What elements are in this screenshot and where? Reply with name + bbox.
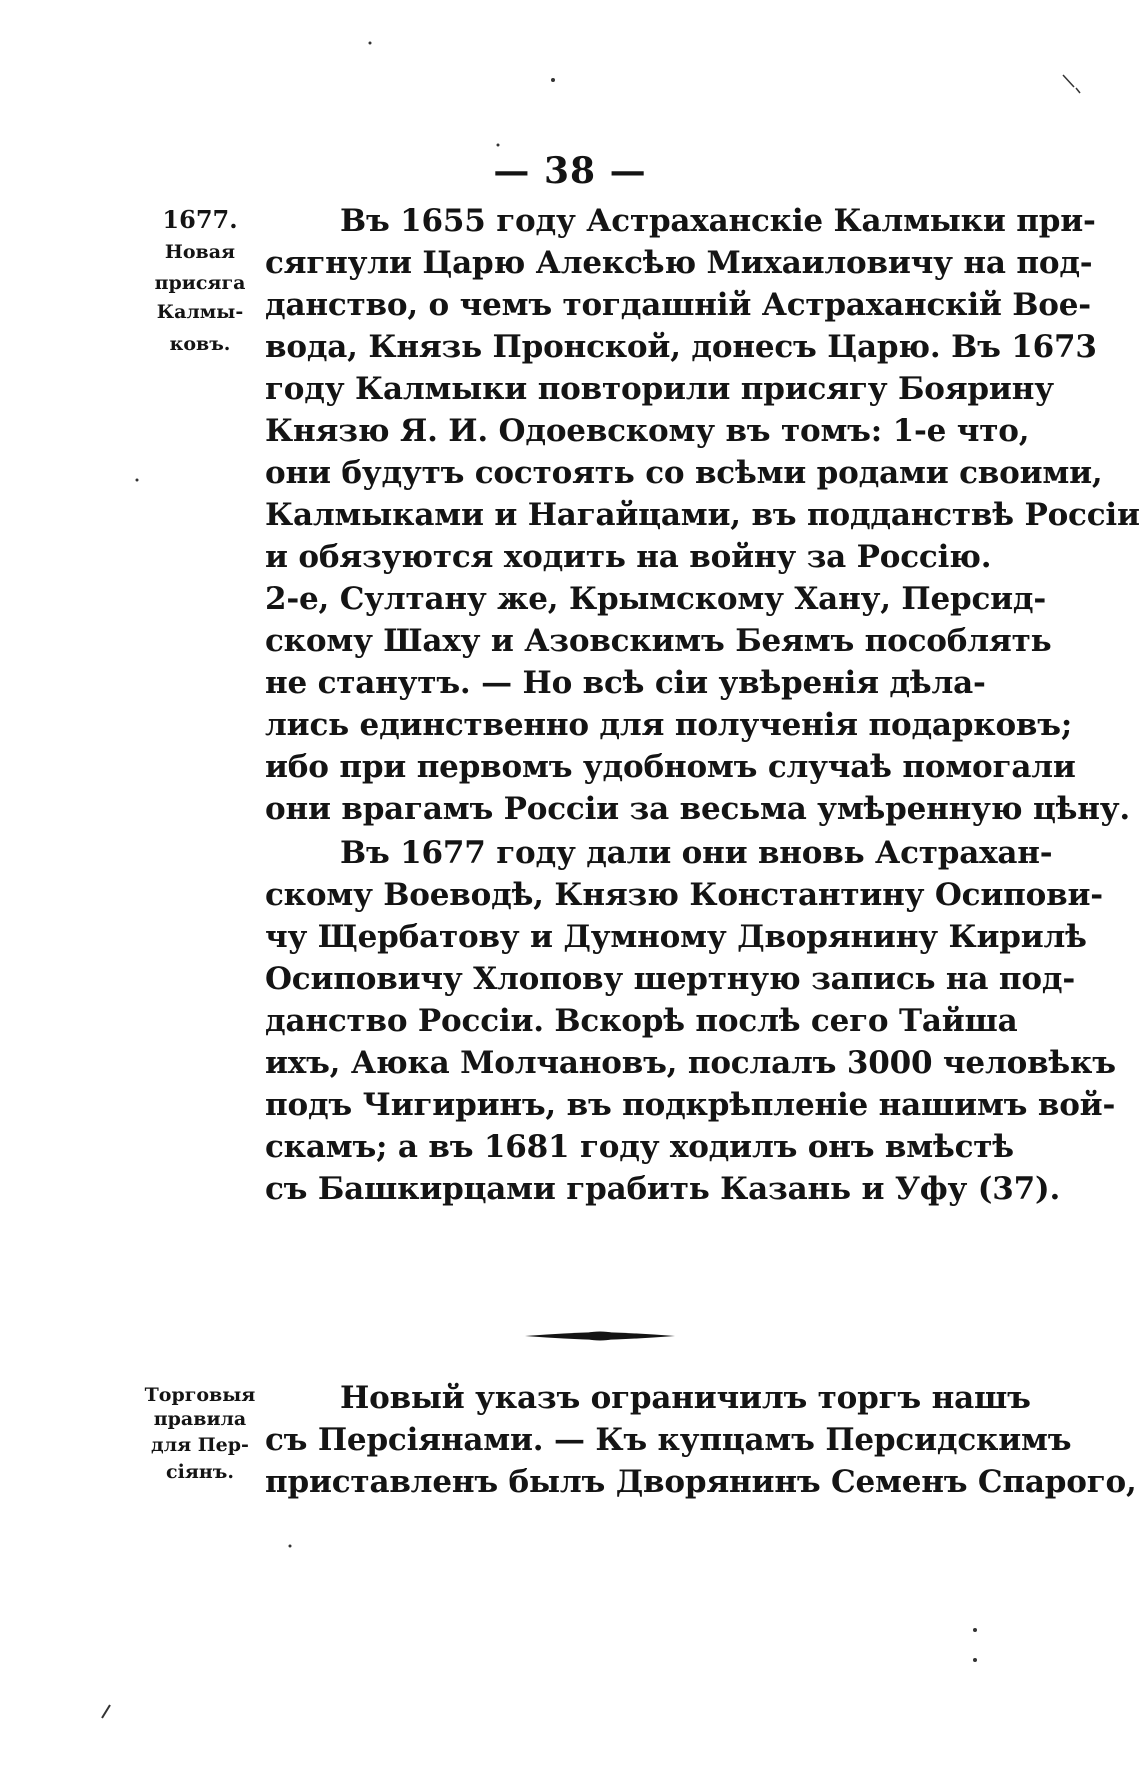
text-line: 2-е, Султану же, Крымскому Хану, Персид- [265, 581, 1047, 617]
ornamental-divider [525, 1331, 675, 1341]
text-line: Въ 1677 году дали они вновь Астрахан- [340, 835, 1053, 871]
text-line: скому Воеводѣ, Князю Константину Осипови- [265, 877, 1103, 913]
text-line: они будутъ состоять со всѣми родами своими, [265, 455, 1103, 491]
margin-note-line: для Пер- [151, 1434, 249, 1456]
text-line: сягнули Царю Алексѣю Михаиловичу на под- [265, 245, 1093, 281]
margin-note-line: Торговыя [144, 1384, 256, 1406]
text-line: подъ Чигиринъ, въ подкрѣпленіе нашимъ вой- [265, 1087, 1116, 1123]
margin-note-line: Калмы- [156, 301, 244, 323]
text-line: лись единственно для полученія подарковъ; [265, 707, 1073, 743]
text-line: съ Башкирцами грабить Казань и Уфу (37). [265, 1171, 1061, 1207]
text-line: году Калмыки повторили присягу Боярину [265, 371, 1054, 407]
text-line: и обязуются ходить на войну за Россію. [265, 539, 992, 575]
text-line: чу Щербатову и Думному Дворянину Кирилѣ [265, 919, 1087, 955]
text-line: Въ 1655 году Астраханскіе Калмыки при- [340, 203, 1096, 239]
text-line: скамъ; а въ 1681 году ходилъ онъ вмѣстѣ [265, 1129, 1014, 1165]
text-line: Осиповичу Хлопову шертную запись на под- [265, 961, 1075, 997]
text-line: Князю Я. И. Одоевскому въ томъ: 1-е что, [265, 413, 1030, 449]
margin-note-line: Новая [164, 241, 236, 263]
margin-note-line: присяга [154, 272, 246, 294]
text-line: ибо при первомъ удобномъ случаѣ помогали [265, 749, 1076, 785]
text-line: данство, о чемъ тогдашній Астраханскій Вое- [265, 287, 1091, 323]
text-line: не станутъ. — Но всѣ сіи увѣренія дѣла- [265, 665, 986, 701]
margin-note-line: правила [153, 1408, 247, 1430]
text-line: съ Персіянами. — Къ купцамъ Персидскимъ [265, 1422, 1072, 1458]
text-line: скому Шаху и Азовскимъ Беямъ пособлять [265, 623, 1052, 659]
text-line: они врагамъ Россіи за весьма умѣренную цѣну. [265, 791, 1130, 827]
text-line: ихъ, Аюка Молчановъ, послалъ 3000 человѣкъ [265, 1045, 1116, 1081]
margin-note-line: сіянъ. [166, 1461, 234, 1483]
text-line: приставленъ былъ Дворянинъ Семенъ Спарого, [265, 1464, 1137, 1500]
page-number: — 38 — [493, 150, 647, 192]
text-line: Калмыками и Нагайцами, въ подданствѣ Россіи [265, 497, 1140, 533]
text-line: вода, Князь Пронской, донесъ Царю. Въ 1673 [265, 329, 1097, 365]
text-line: Новый указъ ограничилъ торгъ нашъ [340, 1380, 1031, 1416]
margin-note-year: 1677. [162, 205, 238, 234]
margin-note-line: ковъ. [169, 333, 231, 355]
text-line: данство Россіи. Вскорѣ послѣ сего Тайша [265, 1003, 1018, 1039]
